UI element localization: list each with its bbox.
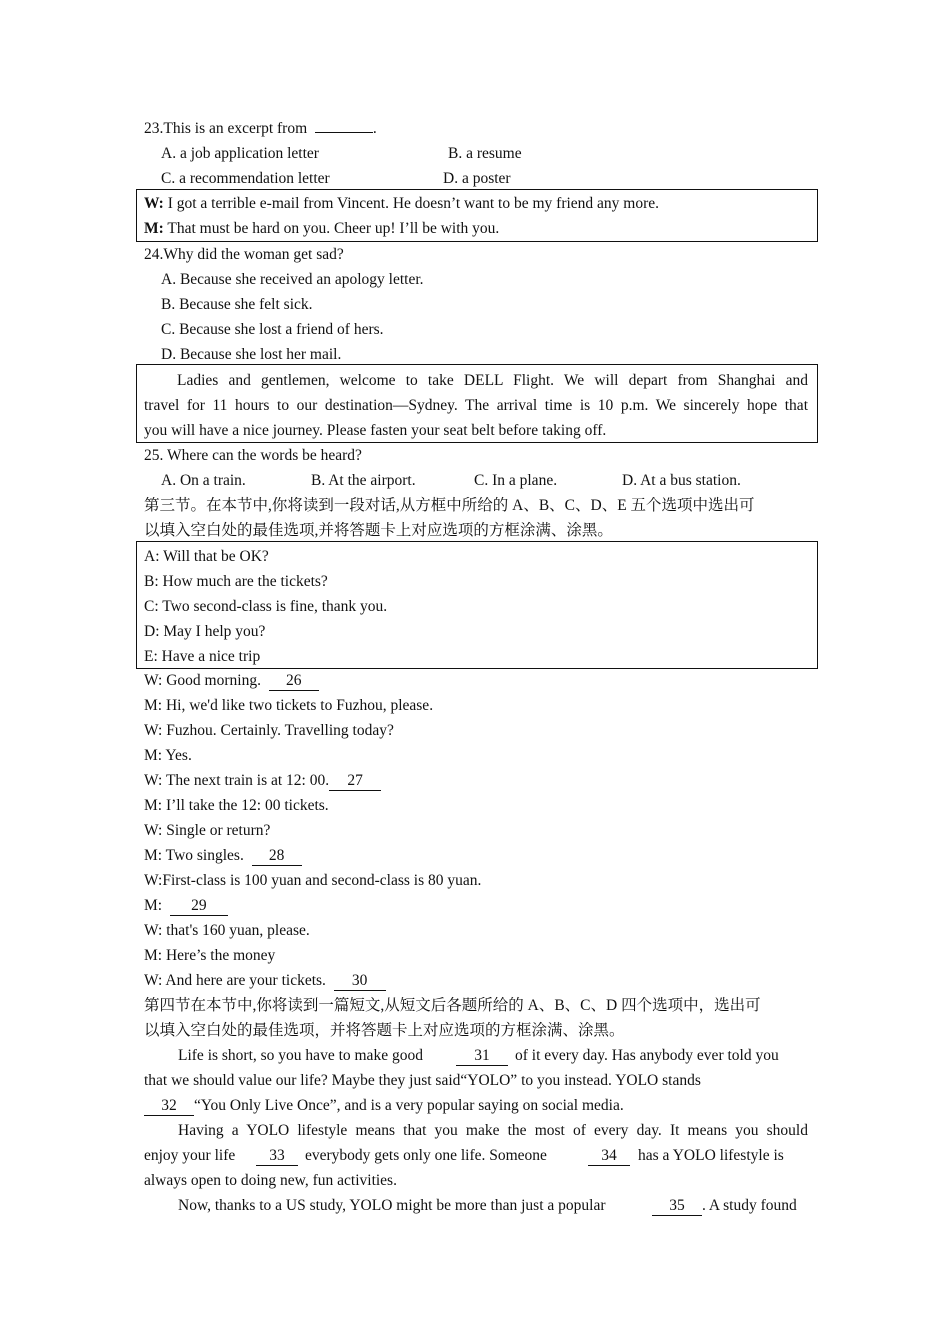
q25-option-c: C. In a plane. [474, 472, 558, 489]
q24-option-d: D. Because she lost her mail. [161, 346, 342, 363]
q23-option-c: C. a recommendation letter [161, 170, 330, 187]
q23-blank [315, 132, 373, 133]
dialog-line-5: W: The next train is at 12: 00. 27 [144, 768, 808, 793]
q25-stem: 25. Where can the words be heard? [144, 447, 362, 464]
dialog-line-4: M: Yes. [144, 747, 192, 764]
section3-instruction-1: 第三节。在本节中,你将读到一段对话,从方框中所给的 A、B、C、D、E 五个选项中选出可 [144, 497, 755, 514]
dialog-line-2: M: Hi, we'd like two tickets to Fuzhou, please. [144, 697, 434, 714]
q23-option-d: D. a poster [443, 170, 511, 187]
option-a: A: Will that be OK? [144, 548, 269, 565]
q23-row1 [161, 141, 825, 166]
dialog-24-w: W: I got a terrible e-mail from Vincent. He doesn’t want to be my friend any more. [144, 195, 660, 212]
q25-option-d: D. At a bus station. [622, 472, 741, 489]
announcement-line-1: Ladies and gentlemen, welcome to take DELL Flight. We will depart from Shanghai and [177, 372, 808, 389]
section4-instruction-1: 第四节在本节中,你将读到一篇短文,从短文后各题所给的 A、B、C、D 四个选项中，选出可 [144, 997, 761, 1014]
q23-option-a: A. a job application letter [161, 145, 319, 162]
dialog-line-8: M: Two singles. 28 [144, 843, 808, 868]
q23-stem: 23.This is an excerpt from . [144, 120, 377, 137]
dialog-line-7: W: Single or return? [144, 822, 271, 839]
passage-line-4: Having a YOLO lifestyle means that you make the most of every day. It means you should [178, 1122, 808, 1139]
q25-options [161, 468, 825, 493]
dialog-line-6: M: I’ll take the 12: 00 tickets. [144, 797, 329, 814]
passage-line-1: Life is short, so you have to make good 31 of it every day. Has anybody ever told you [178, 1047, 779, 1064]
q23-option-b: B. a resume [448, 145, 522, 162]
passage-line-5: enjoy your life 33 everybody gets only one life. Someone 34 has a YOLO lifestyle is [144, 1147, 784, 1164]
q25-option-a: A. On a train. [161, 472, 246, 489]
dialog-line-3: W: Fuzhou. Certainly. Travelling today? [144, 722, 394, 739]
section3-instruction-2: 以填入空白处的最佳选项,并将答题卡上对应选项的方框涂满、涂黑。 [144, 522, 613, 539]
option-c: C: Two second-class is fine, thank you. [144, 598, 388, 615]
dialog-line-12: M: Here’s the money [144, 947, 276, 964]
blank-27: 27 [329, 772, 381, 791]
blank-29: 29 [170, 897, 228, 916]
passage-line-6: always open to doing new, fun activities. [144, 1172, 397, 1189]
options-box [136, 541, 818, 669]
dialog-line-13: W: And here are your tickets. 30 [144, 968, 808, 993]
blank-33: 33 [256, 1147, 298, 1166]
q24-stem: 24.Why did the woman get sad? [144, 246, 344, 263]
dialog-line-10: M: 29 [144, 893, 808, 918]
announcement-line-3: you will have a nice journey. Please fasten your seat belt before taking off. [144, 422, 607, 439]
option-e: E: Have a nice trip [144, 648, 261, 665]
blank-26: 26 [269, 672, 319, 691]
dialog-box-24 [136, 189, 818, 242]
blank-35: 35 [652, 1197, 702, 1216]
dialog-line-9: W:First-class is 100 yuan and second-class is 80 yuan. [144, 872, 482, 889]
blank-31: 31 [456, 1047, 508, 1066]
dialog-line-1: W: Good morning. 26 [144, 668, 808, 693]
section4-instruction-2: 以填入空白处的最佳选项，并将答题卡上对应选项的方框涂满、涂黑。 [144, 1022, 625, 1039]
option-d: D: May I help you? [144, 623, 266, 640]
blank-32: 32 [144, 1097, 194, 1116]
q24-option-a: A. Because she received an apology letter. [161, 271, 424, 288]
q25-option-b: B. At the airport. [311, 472, 416, 489]
q24-option-b: B. Because she felt sick. [161, 296, 313, 313]
announcement-box [136, 364, 818, 443]
passage-line-3: 32 “You Only Live Once”, and is a very popular saying on social media. [144, 1093, 808, 1118]
blank-34: 34 [588, 1147, 630, 1166]
passage-line-7: Now, thanks to a US study, YOLO might be more than just a popular 35 . A study found [178, 1197, 797, 1214]
blank-28: 28 [252, 847, 302, 866]
passage-line-2: that we should value our life? Maybe they just said“YOLO” to you instead. YOLO stands [144, 1072, 701, 1089]
option-b: B: How much are the tickets? [144, 573, 328, 590]
q24-option-c: C. Because she lost a friend of hers. [161, 321, 384, 338]
dialog-24-m: M: That must be hard on you. Cheer up! I’ll be with you. [144, 220, 500, 237]
blank-30: 30 [334, 972, 386, 991]
dialog-line-11: W: that's 160 yuan, please. [144, 922, 310, 939]
announcement-line-2: travel for 11 hours to our destination—Sydney. The arrival time is 10 p.m. We sincerely hope that [144, 397, 808, 414]
q23-row2 [161, 166, 825, 191]
